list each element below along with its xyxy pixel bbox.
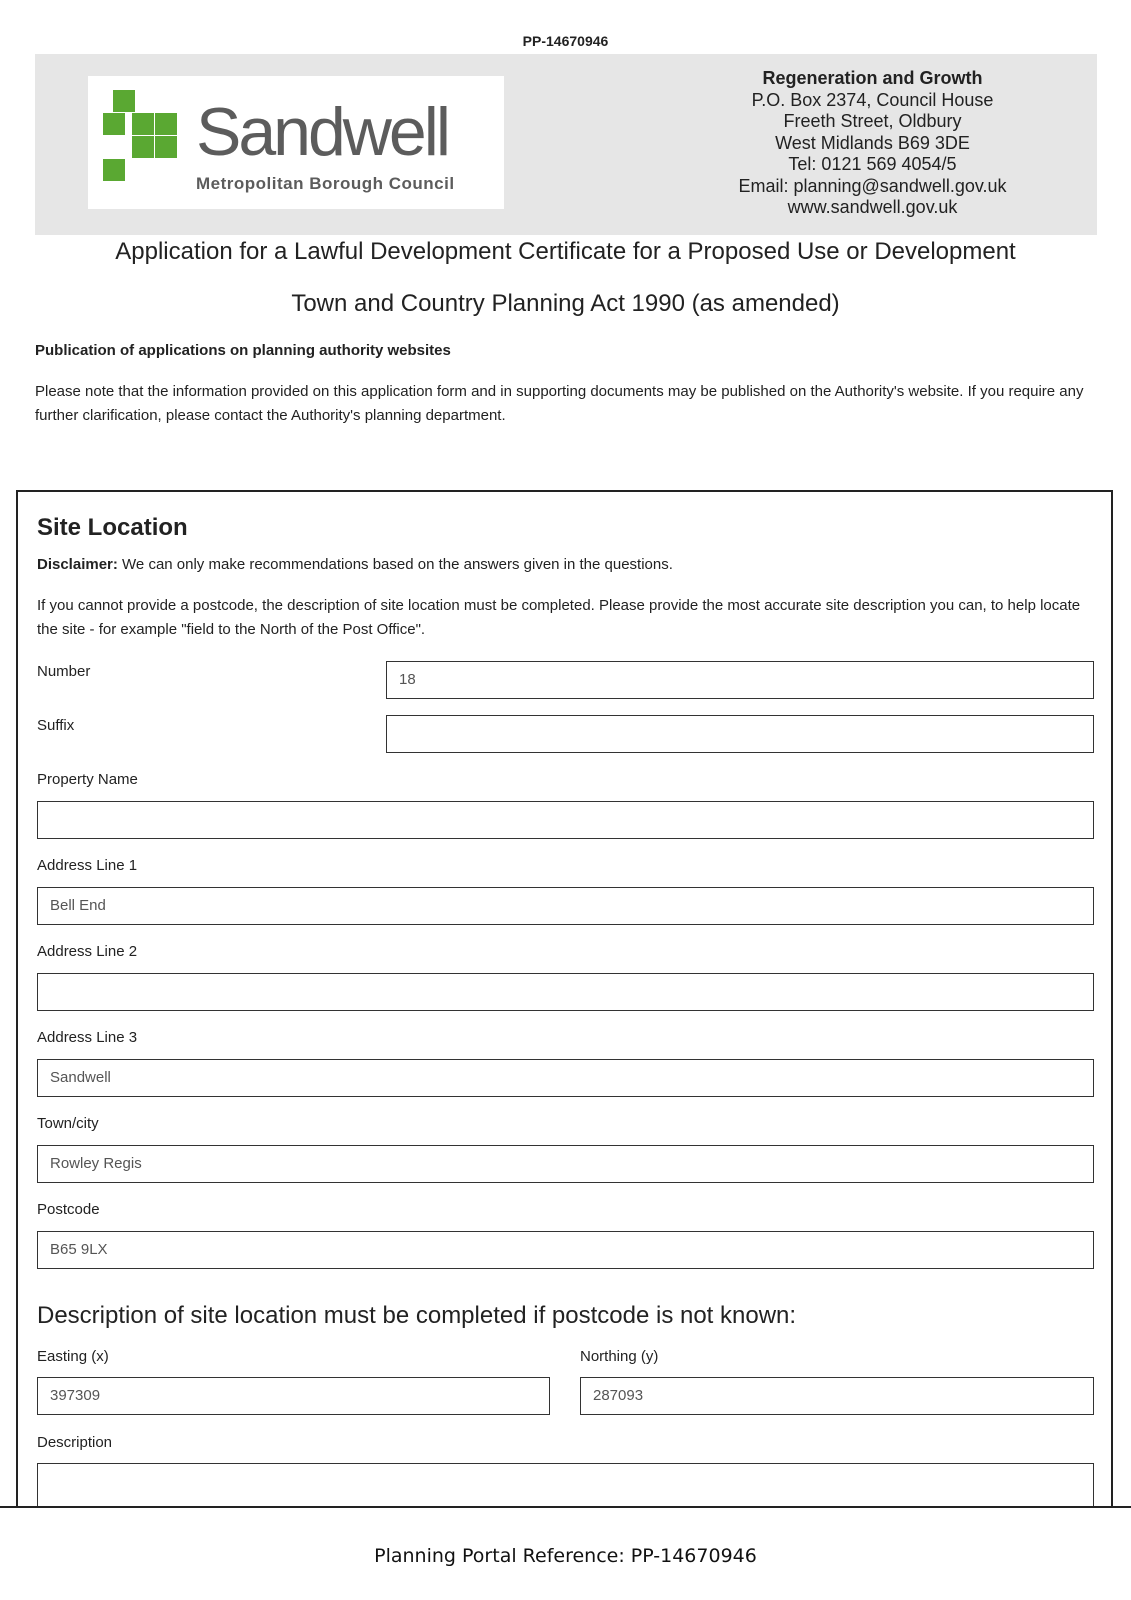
town-city-field[interactable]: Rowley Regis <box>37 1145 1094 1183</box>
address-line-2-label: Address Line 2 <box>37 943 138 960</box>
postcode-field[interactable]: B65 9LX <box>37 1231 1094 1269</box>
description-field[interactable] <box>37 1463 1094 1506</box>
easting-field[interactable]: 397309 <box>37 1377 550 1415</box>
suffix-field[interactable] <box>386 715 1094 753</box>
address-telephone: Tel: 0121 569 4054/5 <box>788 154 957 174</box>
disclaimer-text: We can only make recommendations based on the answers given in the questions. <box>117 556 673 573</box>
footer-divider <box>0 1506 1131 1508</box>
northing-field[interactable]: 287093 <box>580 1377 1094 1415</box>
document-title: Application for a Lawful Development Certificate for a Proposed Use or Development <box>115 238 1016 265</box>
address-line-1: P.O. Box 2374, Council House <box>751 89 994 110</box>
logo-subtitle: Metropolitan Borough Council <box>196 174 455 193</box>
northing-label: Northing (y) <box>580 1348 659 1365</box>
postcode-label: Postcode <box>37 1201 100 1218</box>
council-address <box>725 68 1020 219</box>
address-line-3-label: Address Line 3 <box>37 1029 138 1046</box>
description-heading: Description of site location must be completed if postcode is not known: <box>37 1302 797 1329</box>
address-line-1-field[interactable]: Bell End <box>37 887 1094 925</box>
property-name-field[interactable] <box>37 801 1094 839</box>
document-subtitle: Town and Country Planning Act 1990 (as amended) <box>291 290 840 317</box>
town-city-label: Town/city <box>37 1115 99 1132</box>
reference-number-top: PP-14670946 <box>522 33 609 49</box>
address-website: www.sandwell.gov.uk <box>787 197 958 217</box>
property-name-label: Property Name <box>37 771 138 788</box>
disclaimer <box>37 556 673 573</box>
address-email: Email: planning@sandwell.gov.uk <box>738 175 1007 196</box>
footer-reference: Planning Portal Reference: PP-14670946 <box>374 1545 757 1567</box>
address-line-1-label: Address Line 1 <box>37 857 138 874</box>
number-field[interactable]: 18 <box>386 661 1094 699</box>
easting-label: Easting (x) <box>37 1348 109 1365</box>
address-line-2: Freeth Street, Oldbury <box>783 111 962 131</box>
council-logo <box>88 76 504 209</box>
publication-notice: Please note that the information provided on this application form and in supporting documents may be published on the Authority's website. If you require any further clarification, please contact the Authority's planning department. <box>35 383 1084 424</box>
disclaimer-label: Disclaimer: <box>37 556 118 573</box>
logo-wordmark: Sandwell <box>196 94 448 170</box>
publication-heading: Publication of applications on planning authority websites <box>35 342 451 359</box>
suffix-label: Suffix <box>37 717 75 734</box>
address-line-3-field[interactable]: Sandwell <box>37 1059 1094 1097</box>
description-label: Description <box>37 1434 113 1451</box>
section-title: Site Location <box>37 514 188 541</box>
site-instructions: If you cannot provide a postcode, the description of site location must be completed. Please provide the most accurate site description you can, to help locate the site - for example "field to the North of the Post Office". <box>37 597 1081 638</box>
number-label: Number <box>37 663 91 680</box>
address-line-2-field[interactable] <box>37 973 1094 1011</box>
header-banner <box>35 54 1097 235</box>
department-name: Regeneration and Growth <box>762 68 983 88</box>
address-line-3: West Midlands B69 3DE <box>775 132 970 153</box>
